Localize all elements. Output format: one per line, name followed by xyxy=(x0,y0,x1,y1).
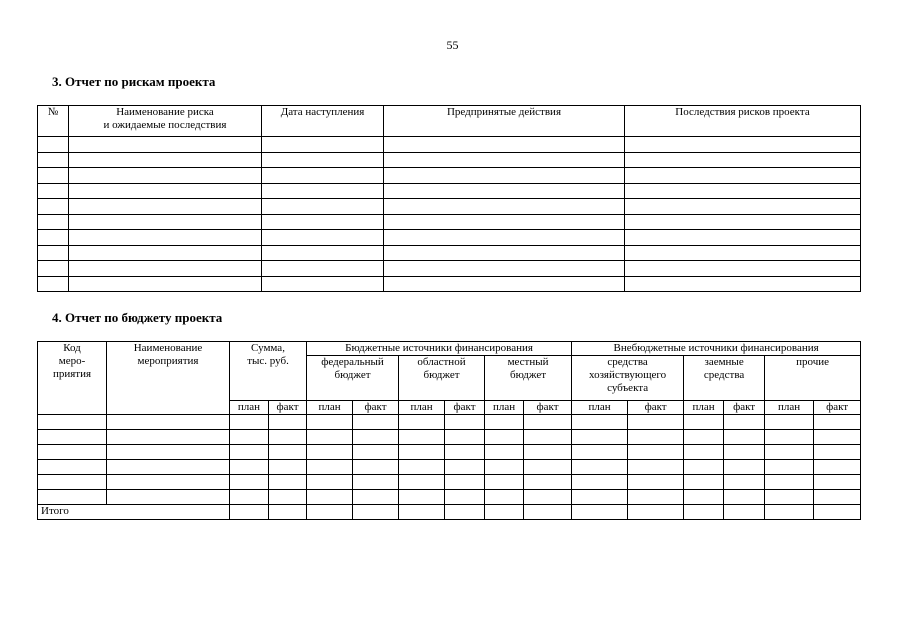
table-cell xyxy=(765,460,814,475)
header-label: Наименование мероприятия xyxy=(133,342,203,367)
table-cell xyxy=(262,261,384,277)
table-cell xyxy=(684,430,724,445)
header-label: средства хозяйствующего субъекта xyxy=(588,356,667,394)
table-cell xyxy=(445,445,485,460)
table-cell xyxy=(269,490,307,505)
table-cell xyxy=(307,415,353,430)
table-cell xyxy=(625,183,861,199)
table-row xyxy=(38,168,861,184)
fact-header: факт xyxy=(269,401,307,415)
table-cell xyxy=(38,490,107,505)
table-row xyxy=(38,475,861,490)
plan-header: план xyxy=(765,401,814,415)
table-cell xyxy=(625,261,861,277)
table-cell xyxy=(684,475,724,490)
table-cell xyxy=(445,490,485,505)
table-cell xyxy=(230,475,269,490)
entity-funds-header xyxy=(572,356,684,401)
col-date-header xyxy=(262,106,384,137)
table-cell xyxy=(69,137,262,153)
table-cell xyxy=(230,505,269,520)
table-cell xyxy=(524,475,572,490)
table-cell xyxy=(230,460,269,475)
table-cell xyxy=(625,230,861,246)
table-cell xyxy=(262,214,384,230)
table-cell xyxy=(38,152,69,168)
table-cell xyxy=(524,505,572,520)
table-cell xyxy=(38,415,107,430)
table-row xyxy=(38,460,861,475)
table-cell xyxy=(384,199,625,215)
table-cell xyxy=(399,430,445,445)
col-event-name-header xyxy=(107,342,230,415)
table-cell xyxy=(307,430,353,445)
plan-header: план xyxy=(572,401,628,415)
table-cell xyxy=(572,505,628,520)
table-cell xyxy=(814,490,861,505)
table-cell xyxy=(765,415,814,430)
regional-budget-header xyxy=(399,356,485,401)
table-cell xyxy=(38,475,107,490)
table-cell xyxy=(814,505,861,520)
table-cell xyxy=(38,137,69,153)
table-cell xyxy=(353,430,399,445)
header-label: Наименование риска и ожидаемые последствия xyxy=(103,106,227,131)
table-row xyxy=(38,245,861,261)
fact-header: факт xyxy=(353,401,399,415)
table-cell xyxy=(230,490,269,505)
col-code-header xyxy=(38,342,107,415)
table-row xyxy=(38,230,861,246)
table-cell xyxy=(384,183,625,199)
table-cell xyxy=(724,445,765,460)
table-cell xyxy=(107,430,230,445)
table-cell xyxy=(353,475,399,490)
extra-budget-sources-header xyxy=(572,342,861,356)
table-cell xyxy=(262,276,384,292)
table-cell xyxy=(628,490,684,505)
table-cell xyxy=(353,490,399,505)
table-cell xyxy=(38,199,69,215)
table-cell xyxy=(353,445,399,460)
table-cell xyxy=(765,490,814,505)
budget-report-title: 4. Отчет по бюджету проекта xyxy=(52,310,223,325)
plan-header: план xyxy=(307,401,353,415)
header-label: Дата наступления xyxy=(280,106,365,118)
table-cell xyxy=(107,460,230,475)
table-cell xyxy=(38,230,69,246)
plan-header: план xyxy=(399,401,445,415)
table-cell xyxy=(625,152,861,168)
table-cell xyxy=(384,245,625,261)
col-sum-header xyxy=(230,342,307,401)
table-cell xyxy=(384,230,625,246)
table-cell xyxy=(38,276,69,292)
table-row xyxy=(38,276,861,292)
table-cell xyxy=(38,183,69,199)
table-cell xyxy=(814,430,861,445)
table-cell xyxy=(69,168,262,184)
table-cell xyxy=(765,505,814,520)
header-label: Предпринятые действия xyxy=(446,106,562,118)
table-cell xyxy=(625,137,861,153)
plan-header: план xyxy=(684,401,724,415)
table-cell xyxy=(307,505,353,520)
table-cell xyxy=(262,168,384,184)
table-cell xyxy=(69,276,262,292)
table-cell xyxy=(230,415,269,430)
loan-funds-header xyxy=(684,356,765,401)
table-cell xyxy=(269,460,307,475)
table-cell xyxy=(524,415,572,430)
header-label: федеральный бюджет xyxy=(321,356,384,381)
header-label: местный бюджет xyxy=(507,356,549,381)
table-cell xyxy=(269,445,307,460)
table-cell xyxy=(572,460,628,475)
fact-header: факт xyxy=(628,401,684,415)
table-cell xyxy=(69,261,262,277)
table-cell xyxy=(724,460,765,475)
table-row xyxy=(38,261,861,277)
header-label: прочие xyxy=(796,356,830,368)
table-row xyxy=(38,430,861,445)
risk-report-title: 3. Отчет по рискам проекта xyxy=(52,74,216,89)
table-cell xyxy=(384,152,625,168)
table-cell xyxy=(724,490,765,505)
header-label: Код меро- приятия xyxy=(52,342,92,380)
table-cell xyxy=(38,445,107,460)
table-cell xyxy=(262,183,384,199)
header-label: заемные средства xyxy=(703,356,745,381)
table-cell xyxy=(269,475,307,490)
table-cell xyxy=(625,214,861,230)
table-cell xyxy=(445,460,485,475)
table-cell xyxy=(625,199,861,215)
table-cell xyxy=(107,445,230,460)
table-cell xyxy=(724,415,765,430)
table-cell xyxy=(572,430,628,445)
table-cell xyxy=(107,490,230,505)
table-cell xyxy=(814,460,861,475)
table-cell xyxy=(485,415,524,430)
table-cell xyxy=(628,505,684,520)
table-cell xyxy=(684,505,724,520)
header-label: Последствия рисков проекта xyxy=(675,106,810,118)
table-cell xyxy=(524,430,572,445)
table-cell xyxy=(307,445,353,460)
table-cell xyxy=(399,445,445,460)
table-cell xyxy=(445,475,485,490)
table-cell xyxy=(230,445,269,460)
table-cell xyxy=(38,168,69,184)
table-cell xyxy=(307,490,353,505)
table-cell xyxy=(572,445,628,460)
table-cell xyxy=(625,245,861,261)
table-row xyxy=(38,415,861,430)
plan-header: план xyxy=(485,401,524,415)
table-cell xyxy=(485,445,524,460)
fact-header: факт xyxy=(724,401,765,415)
table-cell xyxy=(814,415,861,430)
table-row xyxy=(38,183,861,199)
table-cell xyxy=(399,415,445,430)
table-cell xyxy=(38,460,107,475)
table-cell xyxy=(38,214,69,230)
table-cell xyxy=(524,490,572,505)
table-cell xyxy=(69,214,262,230)
table-cell xyxy=(684,490,724,505)
other-funds-header xyxy=(765,356,861,401)
table-cell xyxy=(445,505,485,520)
risk-report-table xyxy=(37,105,861,292)
table-cell xyxy=(485,430,524,445)
col-consequences-header xyxy=(625,106,861,137)
table-cell xyxy=(230,430,269,445)
table-cell xyxy=(445,415,485,430)
page-number: 55 xyxy=(446,38,459,52)
table-cell xyxy=(399,475,445,490)
table-cell xyxy=(572,490,628,505)
table-cell xyxy=(262,152,384,168)
local-budget-header xyxy=(485,356,572,401)
fact-header: факт xyxy=(445,401,485,415)
header-label: Бюджетные источники финансирования xyxy=(345,342,533,354)
table-row xyxy=(38,445,861,460)
table-row xyxy=(38,152,861,168)
table-cell xyxy=(69,183,262,199)
table-cell xyxy=(524,460,572,475)
table-cell xyxy=(69,245,262,261)
table-cell xyxy=(69,230,262,246)
table-cell xyxy=(628,475,684,490)
table-cell xyxy=(399,505,445,520)
table-cell xyxy=(572,475,628,490)
table-cell xyxy=(724,475,765,490)
header-label: Сумма, тыс. руб. xyxy=(247,342,289,367)
table-cell xyxy=(814,475,861,490)
table-cell xyxy=(814,445,861,460)
header-label: областной бюджет xyxy=(417,356,466,381)
table-cell xyxy=(485,490,524,505)
table-cell xyxy=(572,415,628,430)
table-cell xyxy=(107,475,230,490)
table-cell xyxy=(445,430,485,445)
budget-sources-header xyxy=(307,342,572,356)
table-cell xyxy=(38,430,107,445)
table-cell xyxy=(724,430,765,445)
table-cell xyxy=(353,460,399,475)
table-header-row xyxy=(38,106,861,137)
fact-header: факт xyxy=(814,401,861,415)
table-row xyxy=(38,214,861,230)
table-cell xyxy=(384,261,625,277)
table-cell xyxy=(384,168,625,184)
table-row xyxy=(38,137,861,153)
col-risk-name-header xyxy=(69,106,262,137)
table-cell xyxy=(384,137,625,153)
table-cell xyxy=(524,445,572,460)
table-cell xyxy=(625,276,861,292)
table-cell xyxy=(353,415,399,430)
table-cell xyxy=(269,505,307,520)
table-cell xyxy=(485,505,524,520)
total-label: Итого xyxy=(38,505,230,520)
table-cell xyxy=(684,415,724,430)
table-cell xyxy=(684,445,724,460)
table-cell xyxy=(765,430,814,445)
table-cell xyxy=(628,460,684,475)
table-cell xyxy=(628,430,684,445)
table-cell xyxy=(628,415,684,430)
col-actions-header xyxy=(384,106,625,137)
table-cell xyxy=(765,445,814,460)
table-cell xyxy=(384,214,625,230)
table-row xyxy=(38,199,861,215)
table-cell xyxy=(107,415,230,430)
table-cell xyxy=(38,245,69,261)
table-cell xyxy=(262,137,384,153)
col-number-header xyxy=(38,106,69,137)
table-cell xyxy=(262,199,384,215)
table-cell xyxy=(38,261,69,277)
table-cell xyxy=(69,152,262,168)
table-cell xyxy=(307,475,353,490)
table-cell xyxy=(684,460,724,475)
fact-header: факт xyxy=(524,401,572,415)
table-row xyxy=(38,490,861,505)
table-cell xyxy=(269,415,307,430)
table-cell xyxy=(485,460,524,475)
header-label: № xyxy=(47,106,59,118)
total-row xyxy=(38,505,861,520)
table-cell xyxy=(399,490,445,505)
table-cell xyxy=(69,199,262,215)
table-cell xyxy=(399,460,445,475)
table-cell xyxy=(628,445,684,460)
header-label: Внебюджетные источники финансирования xyxy=(613,342,819,354)
budget-report-table xyxy=(37,341,861,520)
plan-header: план xyxy=(230,401,269,415)
table-cell xyxy=(353,505,399,520)
table-cell xyxy=(724,505,765,520)
table-cell xyxy=(262,230,384,246)
table-cell xyxy=(485,475,524,490)
table-cell xyxy=(307,460,353,475)
table-cell xyxy=(765,475,814,490)
federal-budget-header xyxy=(307,356,399,401)
table-cell xyxy=(262,245,384,261)
table-cell xyxy=(625,168,861,184)
table-cell xyxy=(384,276,625,292)
table-cell xyxy=(269,430,307,445)
